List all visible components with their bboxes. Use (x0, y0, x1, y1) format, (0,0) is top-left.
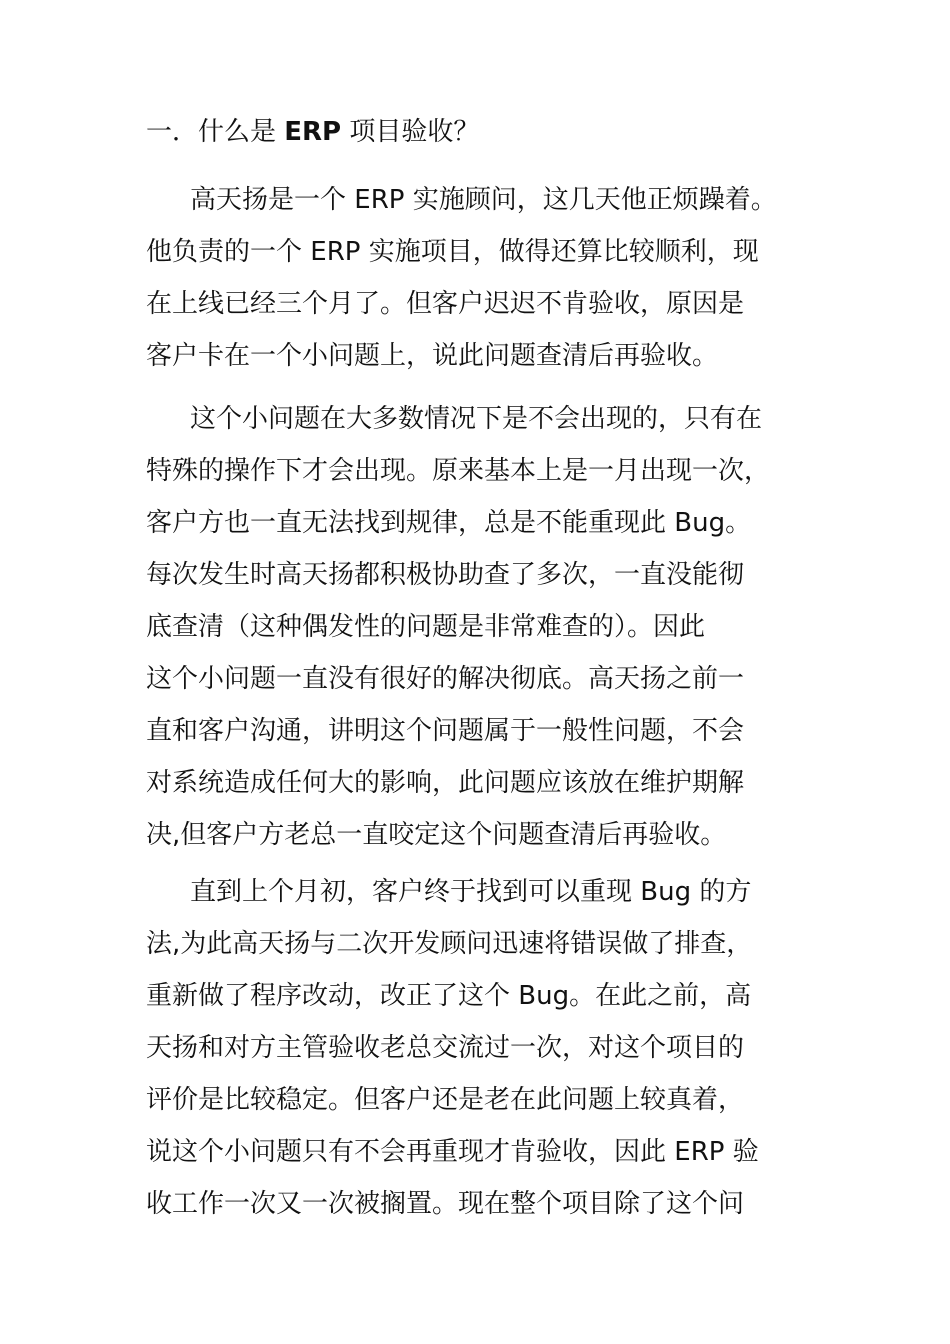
paragraph-line: 高天扬是一个 ERP 实施顾问，这几天他正烦躁着。 (190, 185, 777, 215)
paragraph-line: 直和客户沟通，讲明这个问题属于一般性问题，不会 (146, 716, 745, 746)
paragraph-line: 直到上个月初，客户终于找到可以重现 Bug 的方 (190, 877, 752, 907)
paragraph-line: 收工作一次又一次被搁置。现在整个项目除了这个问 (146, 1189, 745, 1219)
paragraph-line: 重新做了程序改动，改正了这个 Bug。在此之前，高 (146, 981, 752, 1011)
paragraph-line: 评价是比较稳定。但客户还是老在此问题上较真着， (146, 1085, 745, 1115)
paragraph-line: 特殊的操作下才会出现。原来基本上是一月出现一次， (146, 456, 771, 486)
paragraph-line: 客户方也一直无法找到规律，总是不能重现此 Bug。 (146, 508, 752, 538)
paragraph-line: 这个小问题一直没有很好的解决彻底。高天扬之前一 (146, 664, 745, 694)
heading-suffix: 项目验收？ (341, 117, 480, 147)
section-heading (146, 112, 826, 152)
paragraph-3 (146, 866, 826, 1230)
paragraph-line: 这个小问题在大多数情况下是不会出现的，只有在 (190, 404, 763, 434)
paragraph-line: 说这个小问题只有不会再重现才肯验收，因此 ERP 验 (146, 1137, 759, 1167)
paragraph-line: 他负责的一个 ERP 实施项目，做得还算比较顺利，现 (146, 237, 759, 267)
heading-term: ERP (284, 117, 342, 147)
paragraph-line: 在上线已经三个月了。但客户迟迟不肯验收，原因是 (146, 289, 745, 319)
paragraph-line: 底查清（这种偶发性的问题是非常难查的）。因此 (146, 612, 706, 642)
paragraph-line: 每次发生时高天扬都积极协助查了多次，一直没能彻 (146, 560, 745, 590)
heading-prefix: 一．什么是 (146, 117, 285, 147)
paragraph-line: 法,为此高天扬与二次开发顾问迅速将错误做了排查， (146, 929, 753, 959)
paragraph-line: 天扬和对方主管验收老总交流过一次，对这个项目的 (146, 1033, 745, 1063)
paragraph-1 (146, 174, 826, 382)
paragraph-2 (146, 393, 826, 861)
paragraph-line: 决,但客户方老总一直咬定这个问题查清后再验收。 (146, 820, 727, 850)
paragraph-line: 对系统造成任何大的影响，此问题应该放在维护期解 (146, 768, 745, 798)
paragraph-line: 客户卡在一个小问题上，说此问题查清后再验收。 (146, 341, 719, 371)
